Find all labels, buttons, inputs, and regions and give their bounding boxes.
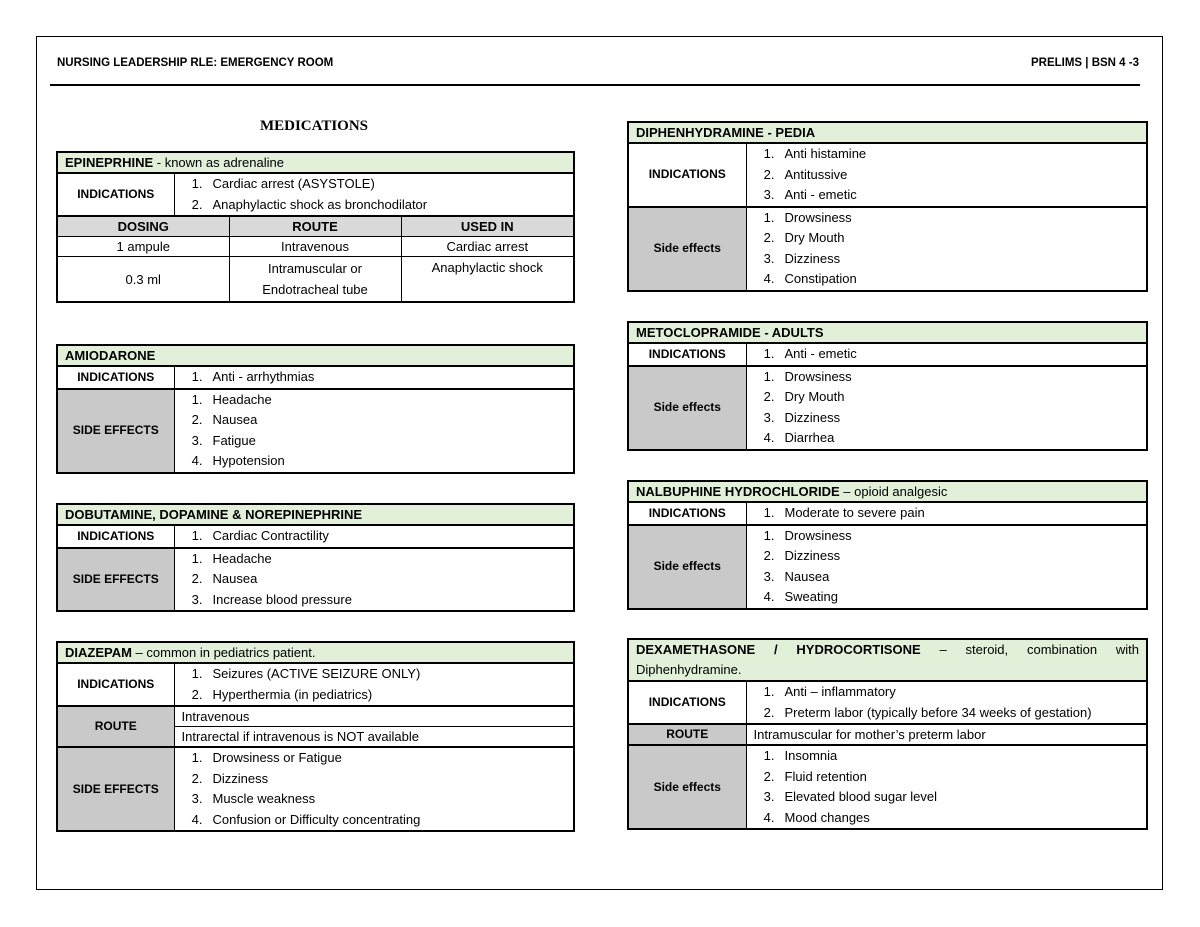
- list-item: Cardiac Contractility: [212, 528, 329, 543]
- amiodarone-header: AMIODARONE: [57, 345, 574, 366]
- header-course: NURSING LEADERSHIP RLE: EMERGENCY ROOM: [57, 57, 334, 69]
- list-item: Mood changes: [784, 809, 870, 825]
- diazepam-route-label: ROUTE: [57, 706, 174, 747]
- dobutamine-table: DOBUTAMINE, DOPAMINE & NOREPINEPHRINE INDICATIONS 1. Cardiac Contractility SIDE EFFECTS 1. Headache 2. Nausea 3. Increase blood pressure: [56, 503, 575, 612]
- metoclopramide-table: METOCLOPRAMIDE - ADULTS INDICATIONS 1. Anti - emetic Side effects 1. Drowsiness 2. Dry Mouth 3. Dizziness 4. Diarrhea: [627, 321, 1148, 451]
- route-header: ROUTE: [229, 216, 401, 237]
- diphenhydramine-header: DIPHENHYDRAMINE - PEDIA: [628, 122, 1147, 143]
- list-item: Anti - emetic: [784, 346, 857, 361]
- list-item: Dizziness: [784, 250, 841, 266]
- list-item: Constipation: [784, 271, 857, 286]
- list-item: Diarrhea: [784, 430, 835, 445]
- list-item: Drowsiness: [784, 527, 852, 543]
- list-item: Dry Mouth: [784, 230, 845, 245]
- list-item: Drowsiness: [784, 209, 852, 225]
- amiodarone-side-label: SIDE EFFECTS: [57, 389, 174, 473]
- dexamethasone-route-label: ROUTE: [628, 724, 746, 745]
- epinephrine-header: EPINEPRHINE - known as adrenaline: [57, 152, 574, 173]
- list-item: Drowsiness: [784, 368, 852, 384]
- list-item: Nausea: [212, 412, 258, 427]
- diphenhydramine-indications-label: INDICATIONS: [628, 143, 746, 207]
- dosing-header: DOSING: [57, 216, 229, 237]
- dobutamine-side-label: SIDE EFFECTS: [57, 548, 174, 612]
- diazepam-route-2: Intrarectal if intravenous is NOT available: [174, 727, 574, 748]
- diphenhydramine-side-label: Side effects: [628, 207, 746, 291]
- dobutamine-indications-label: INDICATIONS: [57, 525, 174, 548]
- dobutamine-header: DOBUTAMINE, DOPAMINE & NOREPINEPHRINE: [57, 504, 574, 525]
- list-item: Sweating: [784, 589, 838, 604]
- list-item: Elevated blood sugar level: [784, 789, 937, 804]
- list-item: Nausea: [784, 568, 830, 584]
- list-item: Anti histamine: [784, 146, 867, 161]
- diazepam-indications-label: INDICATIONS: [57, 663, 174, 706]
- dexamethasone-indications-label: INDICATIONS: [628, 681, 746, 724]
- list-item: Dizziness: [212, 770, 269, 786]
- page-title: MEDICATIONS: [259, 118, 369, 134]
- list-item: Increase blood pressure: [212, 591, 352, 607]
- list-item: Headache: [212, 550, 272, 566]
- diazepam-side-label: SIDE EFFECTS: [57, 747, 174, 831]
- list-item: Fluid retention: [784, 768, 867, 784]
- amiodarone-indications-label: INDICATIONS: [57, 366, 174, 389]
- metoclopramide-side-label: Side effects: [628, 366, 746, 450]
- list-item: Confusion or Difficulty concentrating: [212, 811, 421, 827]
- amiodarone-table: AMIODARONE INDICATIONS 1. Anti - arrhythmias SIDE EFFECTS 1. Headache 2. Nausea 3. Fatigue 4. Hypotension: [56, 344, 575, 474]
- list-item: Anti – inflammatory: [784, 684, 896, 699]
- nalbuphine-indications-label: INDICATIONS: [628, 502, 746, 525]
- table-row: 1 ampule Intravenous Cardiac arrest: [57, 237, 574, 257]
- list-item: Preterm labor (typically before 34 weeks of gestation): [784, 704, 1092, 720]
- list-item: Drowsiness or Fatigue: [212, 750, 342, 765]
- list-item: Muscle weakness: [212, 791, 316, 806]
- list-item: Moderate to severe pain: [784, 505, 925, 520]
- table-row: 0.3 ml Intramuscular or Endotracheal tube Anaphylactic shock: [57, 257, 574, 303]
- list-item: Hypotension: [212, 453, 285, 468]
- list-item: Fatigue: [212, 432, 256, 448]
- metoclopramide-header: METOCLOPRAMIDE - ADULTS: [628, 322, 1147, 343]
- diphenhydramine-table: DIPHENHYDRAMINE - PEDIA INDICATIONS 1. Anti histamine 2. Antitussive 3. Anti - emetic Side effects 1. Drowsiness 2. Dry Mouth 3. Dizziness 4. Constipation: [627, 121, 1148, 292]
- list-item: Anti - arrhythmias: [212, 369, 315, 384]
- list-item: Seizures (ACTIVE SEIZURE ONLY): [212, 666, 421, 681]
- list-item: Dry Mouth: [784, 389, 845, 404]
- diazepam-route-1: Intravenous: [174, 706, 574, 727]
- header-section: PRELIMS | BSN 4 -3: [1030, 57, 1139, 69]
- diazepam-table: DIAZEPAM – common in pediatrics patient. INDICATIONS 1. Seizures (ACTIVE SEIZURE ONLY) 2. Hyperthermia (in pediatrics) ROUTE Intravenous Intrarectal if intravenous is NOT available SIDE EFFECTS 1. Drowsiness or Fatigue 2. Dizziness 3. Muscle weakness 4. Confusion or Difficulty concentrating: [56, 641, 575, 832]
- list-item: Cardiac arrest (ASYSTOLE): [212, 176, 375, 191]
- epinephrine-indications-label: INDICATIONS: [57, 173, 174, 216]
- list-item: Anaphylactic shock as bronchodilator: [212, 196, 428, 212]
- dexamethasone-table: DEXAMETHASONE / HYDROCORTISONE – steroid, combination with Diphenhydramine. INDICATIONS 1. Anti – inflammatory 2. Preterm labor (typically before 34 weeks of gestation) ROUTE Intramuscular for mother’s preterm labor Side effects 1. Insomnia 2. Fluid retention 3. Elevated blood sugar level 4. Mood changes: [627, 638, 1148, 830]
- list-item: Antitussive: [784, 166, 848, 182]
- nalbuphine-header: NALBUPHINE HYDROCHLORIDE – opioid analgesic: [628, 481, 1147, 502]
- nalbuphine-table: NALBUPHINE HYDROCHLORIDE – opioid analgesic INDICATIONS 1. Moderate to severe pain Side effects 1. Drowsiness 2. Dizziness 3. Nausea 4. Sweating: [627, 480, 1148, 610]
- dexamethasone-header: DEXAMETHASONE / HYDROCORTISONE – steroid, combination with Diphenhydramine.: [628, 639, 1147, 681]
- list-item: Dizziness: [784, 409, 841, 425]
- dexamethasone-side-label: Side effects: [628, 745, 746, 829]
- diazepam-header: DIAZEPAM – common in pediatrics patient.: [57, 642, 574, 663]
- metoclopramide-indications-label: INDICATIONS: [628, 343, 746, 366]
- epinephrine-indications: 1. Cardiac arrest (ASYSTOLE) 2. Anaphylactic shock as bronchodilator: [174, 173, 574, 216]
- list-item: Headache: [212, 391, 272, 407]
- dexamethasone-route: Intramuscular for mother’s preterm labor: [746, 724, 1147, 745]
- list-item: Insomnia: [784, 748, 838, 763]
- list-item: Anti - emetic: [784, 187, 857, 202]
- epinephrine-table: [56, 151, 575, 303]
- list-item: Nausea: [212, 571, 258, 586]
- list-item: Dizziness: [784, 548, 841, 563]
- list-item: Hyperthermia (in pediatrics): [212, 686, 373, 702]
- header-divider: [50, 84, 1140, 86]
- used-in-header: USED IN: [401, 216, 574, 237]
- nalbuphine-side-label: Side effects: [628, 525, 746, 609]
